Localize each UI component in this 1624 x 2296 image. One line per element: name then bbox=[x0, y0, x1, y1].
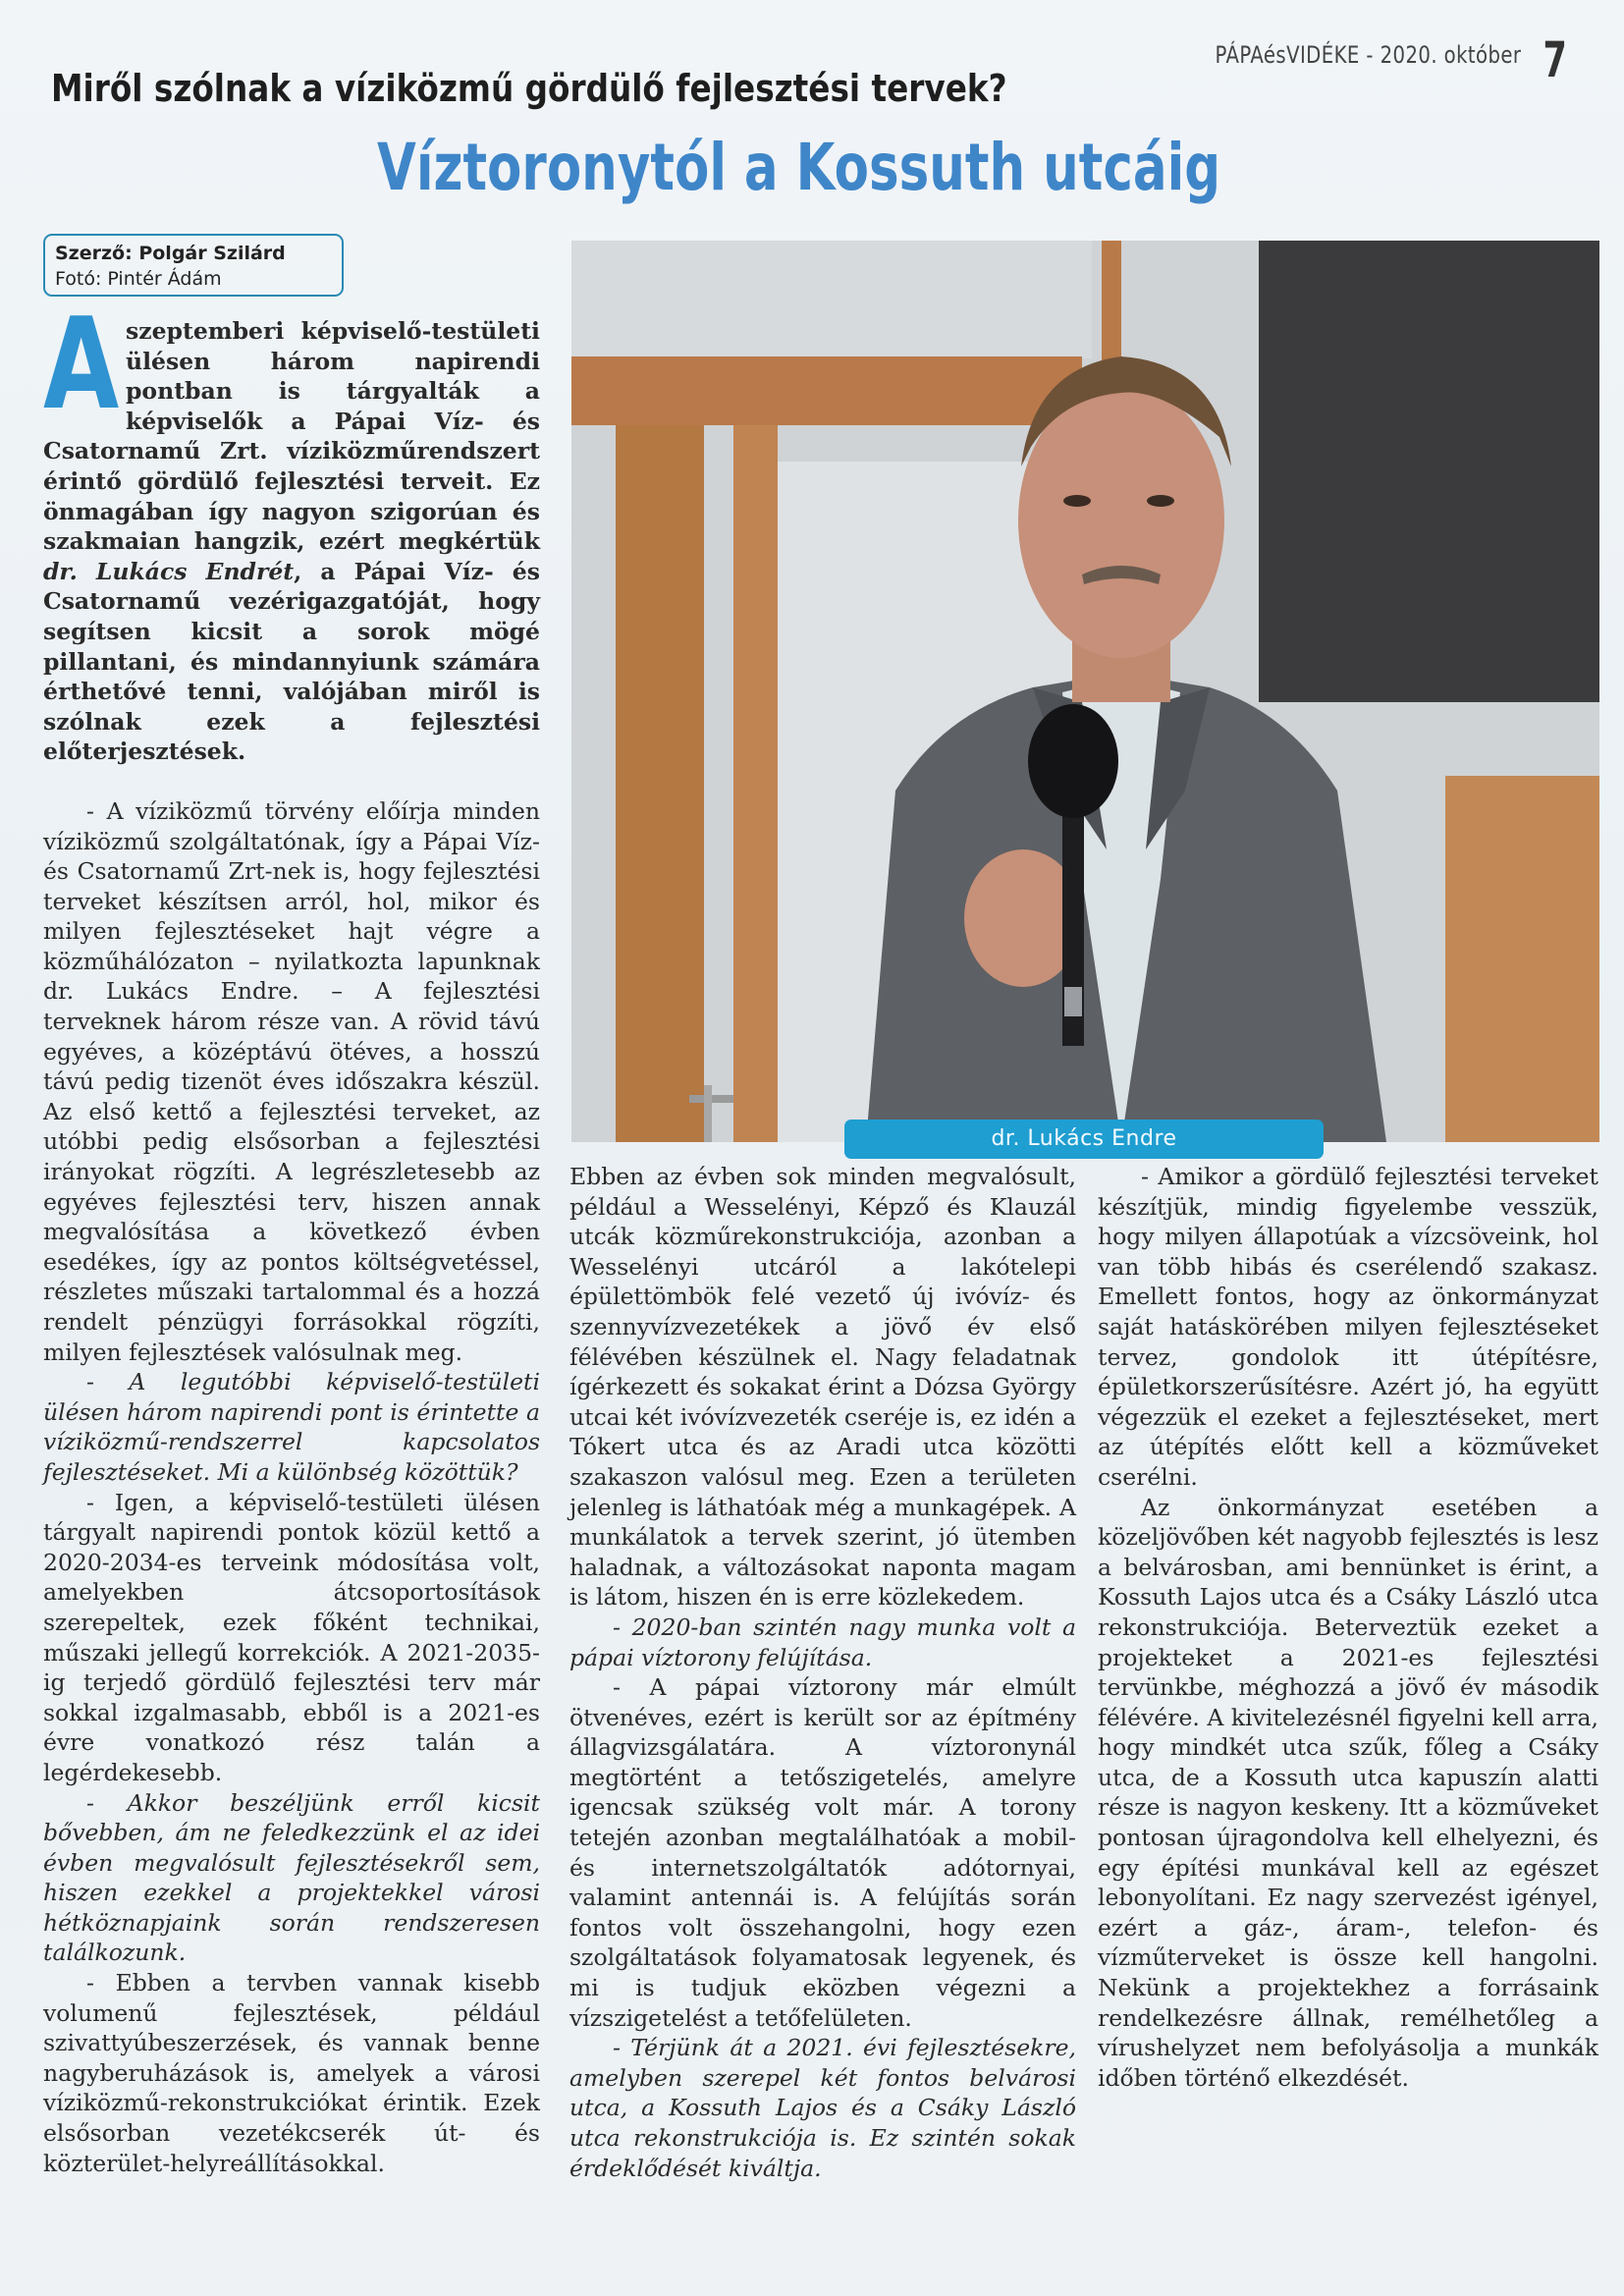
paragraph: - A víziközmű törvény előírja minden víziközmű szolgáltatónak, így a Pápai Víz- és Csatornamű Zrt-nek is, hogy fejlesztési terveket készítsen arról, hol, mikor és milyen fejlesztéseket hajt végre a közműhálózaton – nyilatkozta lapunknak dr. Lukács Endre. – A fejlesztési terveknek három része van. A rövid távú egyéves, a középtávú ötéves, a hosszú távú pedig tizenöt éves időszakra készül. Az első kettő a fejlesztési terveket, az utóbbi pedig elsősorban a fejlesztési irányokat rögzíti. A legrészletesebb az egyéves fejlesztési terv, hiszen annak megvalósítása a következő évben esedékes, így az pontos költségvetéssel, részletes műszaki tartalommal és a hozzá rendelt pénzügyi forrásokkal rögzíti, milyen fejlesztések valósulnak meg. bbox=[43, 796, 540, 1366]
paragraph: - Igen, a képviselő-testületi ülésen tárgyalt napirendi pontok közül kettő a 2020-2034-es terveink módosítása volt, amelyekben átcsoportosítások szerepeltek, ezek főként technikai, műszaki jellegű korrekciók. A 2021-2035-ig terjedő gördülő fejlesztési terv már sokkal izgalmasabb, ebből is a 2021-es évre vonatkozó rész talán a legérdekesebb. bbox=[43, 1488, 540, 1786]
question-paragraph: - Térjünk át a 2021. évi fejlesztésekre, amelyben szerepel két fontos belvárosi utca, a Kossuth Lajos és a Csáky László utca rekonstrukciója is. Ez szintén sokak érdeklődését kiváltja. bbox=[569, 2034, 1076, 2182]
lead-text-2: , a Pápai Víz- és Csatornamű vezérigazgatóját, hogy segítsen kicsit a sorok mögé pillantani, és mindannyiunk számára érthetővé tenni, valójában miről is szólnak ezek a fejlesztési előterjesztések. bbox=[43, 557, 540, 766]
author-credit: Szerző: Polgár Szilárd bbox=[55, 243, 286, 264]
photo-credit: Fotó: Pintér Ádám bbox=[55, 268, 222, 290]
article-headline: Víztoronytól a Kossuth utcáig bbox=[377, 130, 1221, 205]
question-paragraph: - 2020-ban szintén nagy munka volt a pápai víztorony felújítása. bbox=[569, 1613, 1076, 1671]
column-1-body bbox=[43, 796, 540, 2178]
paragraph: - Amikor a gördülő fejlesztési terveket készítjük, mindig figyelembe vesszük, hogy milyen állapotúak a vízcsöveink, hol van több hibás és cserélendő szakasz. Emellett fontos, hogy az önkormányzat saját hatáskörében milyen fejlesztéseket tervez, gondolok itt útépítésre, épületkorszerűsítésre. Azért jó, ha együtt végezzük el ezeket a fejlesztéseket, mert az útépítés előtt kell a közműveket cserélni. bbox=[1098, 1163, 1598, 1491]
paragraph: - A pápai víztorony már elmúlt ötvenéves, ezért is került sor az építmény állagvizsgálatára. A víztoronynál megtörtént a tetőszigetelés, amelyre igencsak szükség volt már. A torony tetején azonban megtalálhatóak a mobil- és internetszolgáltatók adótornyai, valamint antennái is. A felújítás során fontos volt összehangolni, hogy ezen szolgáltatások folyamatosak legyenek, és mi is tudjuk eközben végezni a vízszigetelést a tetőfelületen. bbox=[569, 1673, 1076, 2032]
publication-name: PÁPAésVIDÉKE - 2020. október bbox=[1215, 41, 1522, 69]
drop-cap: A bbox=[43, 292, 120, 438]
column-3 bbox=[1098, 1162, 1598, 2093]
paragraph: Az önkormányzat esetében a közeljövőben két nagyobb fejlesztés is lesz a belvárosban, ami bennünket is érint, a Kossuth Lajos utca és a Csáky László utca rekonstrukciója. Beterveztük ezeket a projekteket a 2021-es fejlesztési tervünkbe, méghozzá a jövő év második félévére. A kivitelezésnél figyelni kell arra, hogy mindkét utca szűk, főleg a Csáky utca, de a Kossuth utca kapuszín alatti része is nagyon keskeny. Itt a közműveket pontosan újragondolva kell elhelyezni, és egy építési munkával kell az egészet lebonyolítani. Ez nagy szervezést igényel, ezért a gáz-, áram-, telefon- és vízműterveket is össze kell hangolni. Nekünk a projektekhez a forrásaink rendelkezésre állnak, remélhetőleg a vírushelyzet nem befolyásolja a munkák időben történő elkezdését. bbox=[1098, 1493, 1598, 2092]
question-paragraph: - A legutóbbi képviselő-testületi ülésen három napirendi pont is érintette a víziközmű-rendszerrel kapcsolatos fejlesztéseket. Mi a különbség közöttük? bbox=[43, 1368, 540, 1486]
credits-box bbox=[43, 234, 344, 297]
photo-caption: dr. Lukács Endre bbox=[844, 1120, 1324, 1159]
paragraph: - Ebben a tervben vannak kisebb volumenű fejlesztések, például szivattyúbeszerzések, és vannak benne nagyberuházások is, amelyek a városi víziközmű-rekonstrukciókat érintik. Ezek elsősorban vezetékcserék út- és közterület-helyreállításokkal. bbox=[43, 1969, 540, 2177]
question-paragraph: - Akkor beszéljünk erről kicsit bővebben, ám ne feledkezzünk el az idei évben megvalósult fejlesztésekről sem, hiszen ezekkel a projektekkel városi hétköznapjaink során rendszeresen találkozunk. bbox=[43, 1788, 540, 1967]
lead-paragraph bbox=[43, 292, 540, 767]
lead-name: dr. Lukács Endrét bbox=[43, 557, 295, 585]
paragraph: Ebben az évben sok minden megvalósult, például a Wesselényi, Képző és Klauzál utcák közműrekonstrukciója, azonban a Wesselényi utcáról a lakótelepi épülettömbök felé vezető új ivóvíz- és szennyvízvezetékek a jövő év első félévében készülnek el. Nagy feladatnak ígérkezett és sokakat érint a Dózsa György utcai két ivóvízvezeték cseréje is, ez idén a Tókert utca és az Aradi utca közötti szakaszon valósul meg. Ezen a területen jelenleg is láthatóak még a munkagépek. A munkálatok a tervek szerint, jó ütemben haladnak, a változásokat naponta magam is látom, hiszen én is erre közlekedem. bbox=[569, 1163, 1076, 1612]
lead-text-1: szeptemberi képviselő-testületi ülésen három napirendi pontban is tárgyalták a képviselők a Pápai Víz- és Csatornamű Zrt. víziközműrendszert érintő gördülő fejlesztési terveit. Ez önmagában így nagyon szigorúan és szakmaian hangzik, ezért megkértük bbox=[43, 317, 540, 556]
column-2 bbox=[569, 1162, 1076, 2183]
photo-illustration bbox=[571, 241, 1599, 1142]
column-1 bbox=[43, 292, 540, 2178]
running-header bbox=[1148, 31, 1567, 88]
article-kicker: Miről szólnak a víziközmű gördülő fejlesztési tervek? bbox=[51, 67, 1007, 110]
page-number: 7 bbox=[1543, 31, 1567, 88]
portrait-photo bbox=[571, 241, 1599, 1142]
